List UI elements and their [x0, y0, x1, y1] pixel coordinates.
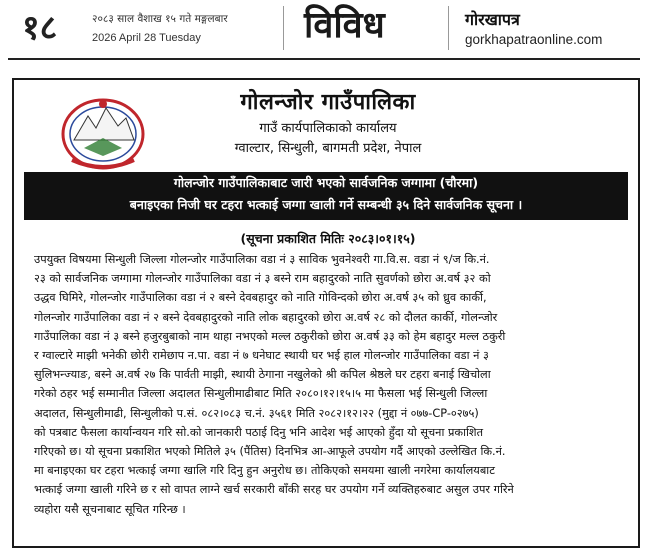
body-line: उपयुक्त विषयमा सिन्धुली जिल्ला गोलन्जोर गाउँपालिका वडा नं ३ साविक भुवनेश्वरी गा.वि.स. वडा नं ९/ज कि.नं. — [34, 253, 490, 266]
body-line: अदालत, सिन्धुलीमाढी, सिन्धुलीको प.सं. ०८२।०८३ च.नं. ३५६१ मिति २०८२।१२।२२ (मुद्दा नं ०७७-CP-०२७५) — [34, 406, 479, 420]
banner-line: गोलन्जोर गाउँपालिकाबाट जारी भएको सार्वजनिक जग्गामा (चौरमा) — [173, 175, 479, 190]
body-line: गोलन्जोर गाउँपालिका वडा नं २ बस्ने देवबहादुरको नाति लोक बहादुरको छोरा अ.वर्ष २८ को दौलत कार्की, गोलन्जोर — [34, 310, 498, 324]
newspaper-name: गोरखापत्र — [465, 10, 520, 29]
header-rule — [8, 58, 640, 60]
section-title: विविध — [304, 5, 385, 46]
body-line: भत्काई जग्गा खाली गरिने छ र सो वापत लाग्ने खर्च सरकारी बाँकी सरह घर उपयोग गर्ने व्यक्तिहरुबाट असुल उपर गरिने — [34, 483, 514, 497]
banner-line: बनाइएका निजी घर टहरा भत्काई जग्गा खाली गर्ने सम्बन्धी ३५ दिने सार्वजनिक सूचना । — [129, 197, 523, 212]
header-divider — [283, 6, 284, 50]
org-address: ग्वाल्टार, सिन्धुली, बागमती प्रदेश, नेपाल — [234, 141, 422, 156]
org-title: गोलन्जोर गाउँपालिका — [240, 90, 416, 115]
body-line: सुलिभन्ज्याङ, बस्ने अ.वर्ष २७ कि पार्वती माझी, स्थायी ठेगाना नखुलेको श्री कपिल श्रेष्ठले घर टहरा बनाई खिचोला — [34, 368, 491, 382]
page-number: १८ — [22, 8, 58, 48]
page-header — [0, 0, 648, 62]
body-line: र ग्वाल्टारे माझी भनेकी छोरी रामेछाप न.पा. वडा नं ७ धनेघाट स्थायी घर भई हाल गोलन्जोर गाउँपालिका वडा नं ३ — [34, 349, 489, 363]
body-line: को पत्रबाट फैसला कार्यान्वयन गरि सो.को जानकारी पठाई दिनु भनि आदेश भई आएको हुँदा यो सूचना प्रकाशित — [34, 425, 484, 439]
public-notice — [12, 78, 640, 548]
org-subtitle: गाउँ कार्यपालिकाको कार्यालय — [259, 121, 397, 136]
body-line: गरिएको छ। यो सूचना प्रकाशित भएको मितिले ३५ (पैंतिस) दिनभित्र आ-आफूले उपयोग गर्दै आएको उल्लेखित कि.नं. — [34, 445, 506, 459]
notice-banner — [24, 172, 628, 220]
publish-date: (सूचना प्रकाशित मितिः २०८३।०१।१५) — [240, 231, 416, 246]
date-english: 2026 April 28 Tuesday — [92, 32, 201, 44]
notice-body — [34, 250, 624, 519]
body-line: २३ को सार्वजनिक जग्गामा गोलन्जोर गाउँपालिका वडा नं ३ बस्ने राम बहादुरको नाति सुवर्णको छोरा अ.वर्ष ३२ को — [34, 272, 491, 286]
body-line: गाउँपालिका वडा नं ३ बस्ने हजुरबुबाको नाम थाहा नभएको मल्ल ठकुरीको छोरा अ.वर्ष ३३ को हेम बहादुर मल्ल ठकुरी — [34, 329, 506, 343]
body-line: मा बनाइएका घर टहरा भत्काई जग्गा खालि गरि दिनु हुन अनुरोध छ। तोकिएको समयमा खाली नगरेमा कार्यालयबाट — [34, 464, 495, 478]
date-nepali: २०८३ साल वैशाख १५ गते मङ्गलबार — [92, 13, 228, 25]
body-line: गरेको ठहर भई सम्मानीत जिल्ला अदालत सिन्धुलीमाढीबाट मिति २०८०।१२।१५।५ मा फैसला भई सिन्धुली जिल्ला — [34, 387, 488, 401]
website-url: gorkhapatraonline.com — [465, 32, 603, 47]
header-divider — [448, 6, 449, 50]
body-line: व्यहोरा यसै सूचनाबाट सूचित गरिन्छ । — [34, 502, 186, 516]
body-line: उद्धव घिमिरे, गोलन्जोर गाउँपालिका वडा नं २ बस्ने देवबहादुर को नाति गोविन्दको छोरा अ.वर्ष ३५ को ध्रुव कार्की, — [34, 291, 487, 305]
